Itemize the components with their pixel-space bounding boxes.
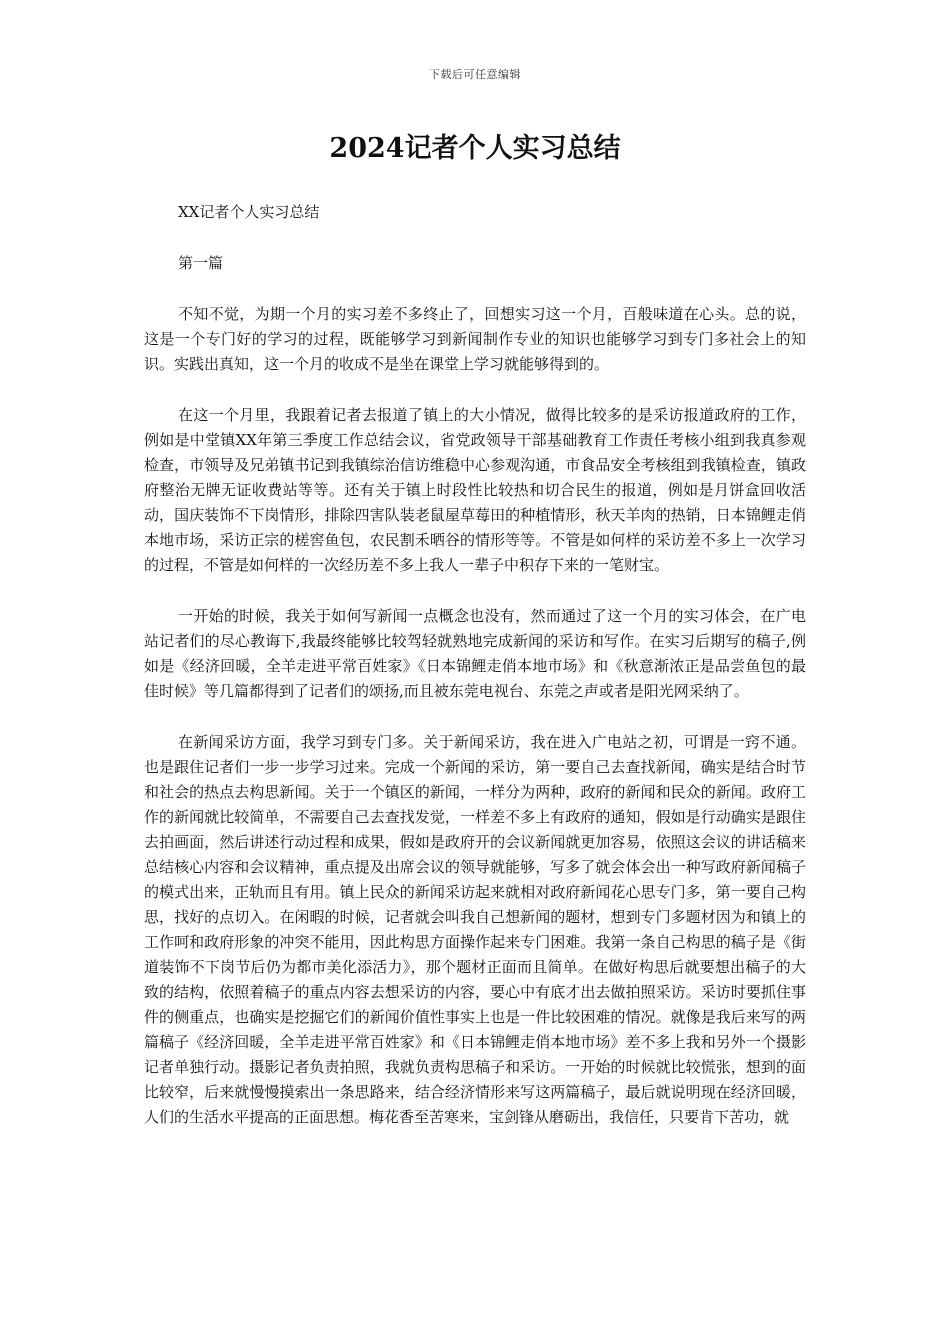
document-body [144, 200, 806, 1156]
page-header-note: 下载后可任意编辑 [429, 68, 521, 81]
section-label: 第一篇 [178, 254, 224, 272]
document-subtitle: XX记者个人实习总结 [178, 203, 320, 221]
paragraph-4: 在新闻采访方面，我学习到专门多。关于新闻采访，我在进入广电站之初，可谓是一窍不通。也是跟住记者们一步一步学习过来。完成一个新闻的采访，第一要自己去查找新闻，确实是结合时节和社会的热点去构思新闻。关于一个镇区的新闻，一样分为两种，政府的新闻和民众的新闻。政府工作的新闻就比较简单，不需要自己去查找发觉，一样差不多上有政府的通知，假如是行动确实是跟住去拍画面，然后讲述行动过程和成果，假如是政府开的会议新闻就更加容易，依照这会议的讲话稿来总结核心内容和会议精神，重点提及出席会议的领导就能够，写多了就会体会出一种写政府新闻稿子的模式出来，正轨而且有用。镇上民众的新闻采访起来就相对政府新闻花心思专门多，第一要自己构思，找好的点切入。在闲暇的时候，记者就会叫我自己想新闻的题材，想到专门多题材因为和镇上的工作呵和政府形象的冲突不能用，因此构思方面操作起来专门困难。我第一条自己构思的稿子是《街道装饰不下岗节后仍为都市美化添活力》，那个题材正面而且简单。在做好构思后就要想出稿子的大致的结构，依照着稿子的重点内容去想采访的内容，要心中有底才出去做拍照采访。采访时要抓住事件的侧重点，也确实是挖掘它们的新闻价值性事实上也是一件比较困难的情况。就像是我后来写的两篇稿子《经济回暖，全羊走进平常百姓家》和《日本锦鲤走俏本地市场》差不多上我和另外一个摄影记者单独行动。摄影记者负责拍照，我就负责构思稿子和采访。一开始的时候就比较慌张，想到的面比较窄，后来就慢慢摸索出一条思路来，结合经济情形来写这两篇稿子，最后就说明现在经济回暖，人们的生活水平提高的正面思想。梅花香至苦寒来，宝剑锋从磨砺出，我信任，只要肯下苦功，就 [144, 733, 806, 1126]
paragraph-3: 一开始的时候，我关于如何写新闻一点概念也没有，然而通过了这一个月的实习体会，在广电站记者们的尽心教诲下,我最终能够比较驾轻就熟地完成新闻的采访和写作。在实习后期写的稿子,例如是《经济回暖，全羊走进平常百姓家》《日本锦鲤走俏本地市场》和《秋意渐浓正是品尝鱼包的最佳时候》等几篇都得到了记者们的颂扬,而且被东莞电视台、东莞之声或者是阳光网采纳了。 [144, 607, 806, 700]
paragraph-2: 在这一个月里，我跟着记者去报道了镇上的大小情况，做得比较多的是采访报道政府的工作，例如是中堂镇XX年第三季度工作总结会议，省党政领导干部基础教育工作责任考核小组到我真参观检查，市领导及兄弟镇书记到我镇综治信访维稳中心参观沟通，市食品安全考核组到我镇检查，镇政府整治无牌无证收费站等等。还有关于镇上时段性比较热和切合民生的报道，例如是月饼盒回收活动，国庆装饰不下岗情形，排除四害队装老鼠屋草莓田的种植情形，秋天羊肉的热销，日本锦鲤走俏本地市场，采访正宗的槎窖鱼包，农民割禾晒谷的情形等等。不管是如何样的采访差不多上一次学习的过程，不管是如何样的一次经历差不多上我人一辈子中积存下来的一笔财宝。 [144, 406, 806, 574]
document-title: 2024记者个人实习总结 [329, 133, 621, 164]
paragraph-1: 不知不觉，为期一个月的实习差不多终止了，回想实习这一个月，百般味道在心头。总的说，这是一个专门好的学习的过程，既能够学习到新闻制作专业的知识也能够学习到专门多社会上的知识。实践出真知，这一个月的收成不是坐在课堂上学习就能够得到的。 [144, 305, 806, 373]
